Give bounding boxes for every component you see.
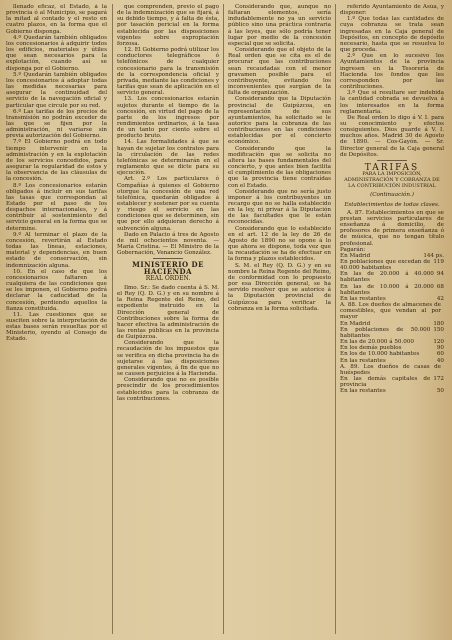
tarifa-label: En poblaciones de 50.000 habitantes xyxy=(340,326,431,339)
tarifa-row xyxy=(340,327,444,339)
paragraph: S. M. el Rey (Q. D. G.) y en su nombre la Reina Regente del Reino, de conformidad con lo propuesto por esa Dirección general, se ha servido resolver que se autorice á la Diputación provincial de Guipúzcoa para verificar la cobranza en la forma solicitada. xyxy=(228,262,331,312)
paragraph: Considerando que el objeto de la Real orden que se cita es el de procurar que las contribuciones sean recaudadas con el menor gravamen posible para el contribuyente, evitando los inconvenientes que surgían de la falta de organización. xyxy=(228,47,331,97)
column-rule xyxy=(335,4,336,634)
tarifa-label: En los demás pueblos xyxy=(340,345,402,352)
tarifa-value: 42 xyxy=(436,295,444,302)
column-3 xyxy=(228,4,331,634)
tarifa-label: En Madrid xyxy=(340,320,371,327)
paragraph: Considerando que, aunque no faltaran elementos, sería indudablemente no ya un servicio público sino una práctica contraria á las leyes, que sólo podría tener lugar por medio de la concesión especial que se solicita. xyxy=(228,4,331,47)
tarifa-value: 150 xyxy=(433,326,444,333)
tarifas-title: TARIFAS xyxy=(364,162,420,173)
paragraph: 13. Los concesionarios estarán sujetos durante el tiempo de la concesión, en virtud del pago de la parte de los ingresos por rendimientos ordinarios, á la tasa de un tanto por ciento sobre el producto bruto. xyxy=(117,96,219,140)
tarifa-label: En los de 10.000 habitantes xyxy=(340,351,420,358)
tarifa-row xyxy=(340,364,444,376)
paragraph: 4.º Quedarán también obligados los concesionarios á adquirir todos los edificios, materiales y útiles que sean necesarios para la explotación, cuando así se disponga por el Gobierno. xyxy=(6,34,107,72)
tarifa-label: En las de 20.000 á 40.000 habitantes xyxy=(340,271,434,284)
tarifa-value: 172 xyxy=(433,375,444,382)
paragraph: 11. Las cuestiones que se susciten sobre la interpretación de estas bases serán resueltas por el Ministerio, oyendo al Consejo de Estado. xyxy=(6,311,107,343)
paragraph: Art. 2.º Los particulares ó Compañías á quienes el Gobierno otorgue la concesión de una red telefónica, quedarán obligados á establecer y sostener por su cuenta y riesgo el servicio en las condiciones que se determinen, sin que por ello adquieran derecho á subvención alguna. xyxy=(117,176,219,232)
tarifa-value: 144 ps. xyxy=(423,252,444,259)
tarifa-value: 90 xyxy=(436,345,444,352)
tarifa-label: En poblaciones que excedan de 40.000 habitantes xyxy=(340,259,431,272)
tarifa-row xyxy=(340,259,444,271)
tarifa-label: En Madrid xyxy=(340,252,371,259)
tarifa-label: En las demás capitales de provincia xyxy=(340,375,431,389)
paragraph: Considerando que la recaudación de los impuestos que se verifica en dicha provincia ha de sujetarse á las disposiciones generales vigentes, á fin de que no se causen perjuicios á la Hacienda. xyxy=(117,340,219,378)
column-2 xyxy=(117,4,219,634)
tarifa-value: 40 xyxy=(436,357,444,364)
tarifas-subtitle: PARA LA IMPOSICIÓN, ADMINISTRACIÓN Y COBRANZA DE LA CONTRIBUCIÓN INDUSTRIAL xyxy=(344,171,440,189)
tarifa-label: En las restantes xyxy=(340,357,386,364)
paragraph: 12. El Gobierno podrá utilizar los conductores telegráficos ó telefónicos de cualquier concesionario para la transmisión de la correspondencia oficial y privada, mediante las condiciones y tarifas que sean de aplicación en el servicio general. xyxy=(117,47,219,97)
tarifa-row xyxy=(340,284,444,296)
tarifa-value xyxy=(441,302,444,320)
tarifa-row xyxy=(340,376,444,388)
tarifa-value: 68 xyxy=(436,283,444,290)
continuation-note: (Continuación.) xyxy=(370,192,414,199)
tarifas-table xyxy=(340,247,444,395)
column-1 xyxy=(6,4,107,634)
paragraph: llenado eficaz, el Estado, á la provincia ó al Municipio, se pagará la mitad al contado y el resto en cuatro plazos, en la forma que el Gobierno disponga. xyxy=(6,4,107,35)
column-rule xyxy=(223,4,224,634)
paragraph: Considerando que no sería justo imponer á los contribuyentes un recargo que no se halla establecido en la ley, ni privar á la Diputación de las facultades que le están reconocidas. xyxy=(228,188,331,226)
paragraph: 5.º Quedarán también obligados los concesionarios á adoptar todas las medidas necesarias para asegurar la continuidad del servicio de la navegación oficial y particular que circule por su red. xyxy=(6,71,107,109)
tarifa-label: En las restantes xyxy=(340,388,386,395)
tarifa-value: 50 xyxy=(436,388,444,395)
tarifa-value xyxy=(441,364,444,376)
paragraph: 2.º Que en lo sucesivo los Ayuntamientos de la provincia ingresen en la Tesorería de Hacienda los fondos que les corresponden por las contribuciones. xyxy=(340,53,444,91)
tarifa-value: 94 xyxy=(436,271,444,278)
paragraph: referido Ayuntamiento de Asúa, y disponer: xyxy=(340,4,444,17)
section-subtitle: REAL ÓRDEN. xyxy=(145,274,191,282)
paragraph: 14. Las formalidades á que se hayan de sujetar los contratos para la circulación de las redes telefónicas se determinarán en el reglamento que se dicte para su ejecución. xyxy=(117,139,219,177)
paragraph: Considerando que lo establecido en el art. 12 de la ley de 26 de Agosto de 1890 no se opone á lo que ahora se dispone, toda vez que la recaudación se ha de efectuar en la forma y plazos establecidos. xyxy=(228,225,331,263)
tarifa-label: Pagarán: xyxy=(340,246,366,253)
paragraph: que comprenden, previo el pago de la indemnización que se fijará, á su debido tiempo, y á falta de ésta, por tasación pericial en la forma establecida por las disposiciones vigentes sobre expropiación forzosa. xyxy=(117,4,219,47)
paragraph: 8.º Los concesionarios estarán obligados á incluir en sus tarifas las tasas que correspondan al Estado por el paso de los despachos internacionales, y á contribuir al sostenimiento del servicio general en la forma que se determine. xyxy=(6,182,107,232)
tarifa-value: 119 xyxy=(433,259,444,266)
tarifa-row xyxy=(340,302,444,320)
tarifa-label: En las de 10.000 á 20.000 habitantes xyxy=(340,283,434,296)
tarifa-value: 60 xyxy=(436,351,444,358)
column-rule xyxy=(112,4,113,634)
paragraph: Considerando que no es posible prescindir de los procedimientos establecidos para la cobranza de las contribuciones. xyxy=(117,377,219,402)
section-title: MINISTERIO DE HACIENDA xyxy=(132,260,204,276)
tarifa-label: A. 89. Los dueños de casas de huéspedes xyxy=(340,363,441,376)
divider xyxy=(153,258,183,259)
paragraph: 1.º Que todas las cantidades de cuya cobranza se trata sean ingresadas en la Caja general de Depósitos, en concepto de depósito necesario, hasta que se resuelva lo que proceda. xyxy=(340,16,444,54)
paragraph: Ilmo. Sr.: Se dado cuenta á S. M. el Rey (Q. D. G.) y en su nombre á la Reina Regente del Reino, del expediente instruido en la Dirección general de Contribuciones sobre la forma de hacer efectiva la administración de las rentas públicas en la provincia de Guipúzcoa. xyxy=(117,284,219,341)
paragraph: Considerando que la Diputación provincial de Guipúzcoa, en representación de sus ayuntamientos, ha solicitado se le autorice para la cobranza de las contribuciones en las condiciones establecidas por el concierto económico. xyxy=(228,96,331,146)
paragraph: A. 87. Establecimientos en que se prestan servicios particulares de enseñanza á domicilio, de profesores de primera enseñanza ó de música, que no tengan título profesional. xyxy=(340,209,444,247)
paragraph: Considerando que la modificación que se solicita no altera las bases fundamentales del concierto, y que antes bien facilita el cumplimiento de las obligaciones que la provincia tiene contraídas con el Estado. xyxy=(228,145,331,189)
tarifa-row xyxy=(340,388,444,394)
paragraph: 3.º Que si resultare ser indebida la cantidad cobrada se devuelva á los interesados en la forma reglamentaria. xyxy=(340,90,444,115)
divider xyxy=(377,160,407,161)
tarifas-section-heading: Establecimientos de todas clases. xyxy=(344,201,440,208)
paragraph: 6.º Las tarifas de los precios de transmisión no podrán exceder de las que se fijen por la administración, ni variarse sin previa autorización del Gobierno. xyxy=(6,108,107,140)
tarifa-value: 180 xyxy=(433,320,444,327)
signature-line: Dado en Palacio á tres de Agosto de mil ochocientos noventa. — María Cristina. — El Ministro de la Gobernación, Venancio González. xyxy=(117,231,219,257)
paragraph: 9.º Al terminar el plazo de la concesión, revertirán al Estado todas las líneas, estaciones, material y dependencias, en buen estado de conservación, sin indemnización alguna. xyxy=(6,231,107,269)
paragraph: De Real orden lo digo á V. I. para su conocimiento y efectos consiguientes. Dios guarde á V. I. muchos años. Madrid 30 de Agosto de 1890. — Cos-Gayón. — Sr. Director general de la Caja general de Depósitos. xyxy=(340,114,444,158)
tarifa-label: En las de 20.000 á 50.000 xyxy=(340,339,414,346)
column-4 xyxy=(340,4,444,634)
tarifa-label: A. 88. Los dueños de almacenes de comestibles, que vendan al por mayor xyxy=(340,302,441,321)
tarifa-label: En las restantes xyxy=(340,295,386,302)
tarifa-value: 120 xyxy=(433,339,444,346)
tarifa-row xyxy=(340,271,444,283)
paragraph: 7.º El Gobierno podrá en todo tiempo intervenir en la administración y en la explotación de los servicios concedidos, para asegurar la regularidad de estos y la observancia de las cláusulas de la concesión. xyxy=(6,139,107,183)
paragraph: 10. En el caso de que los concesionarios faltaren á cualquiera de las condiciones que se les imponen, el Gobierno podrá declarar la caducidad de la concesión, perdiendo aquellos la fianza constituida. xyxy=(6,268,107,312)
